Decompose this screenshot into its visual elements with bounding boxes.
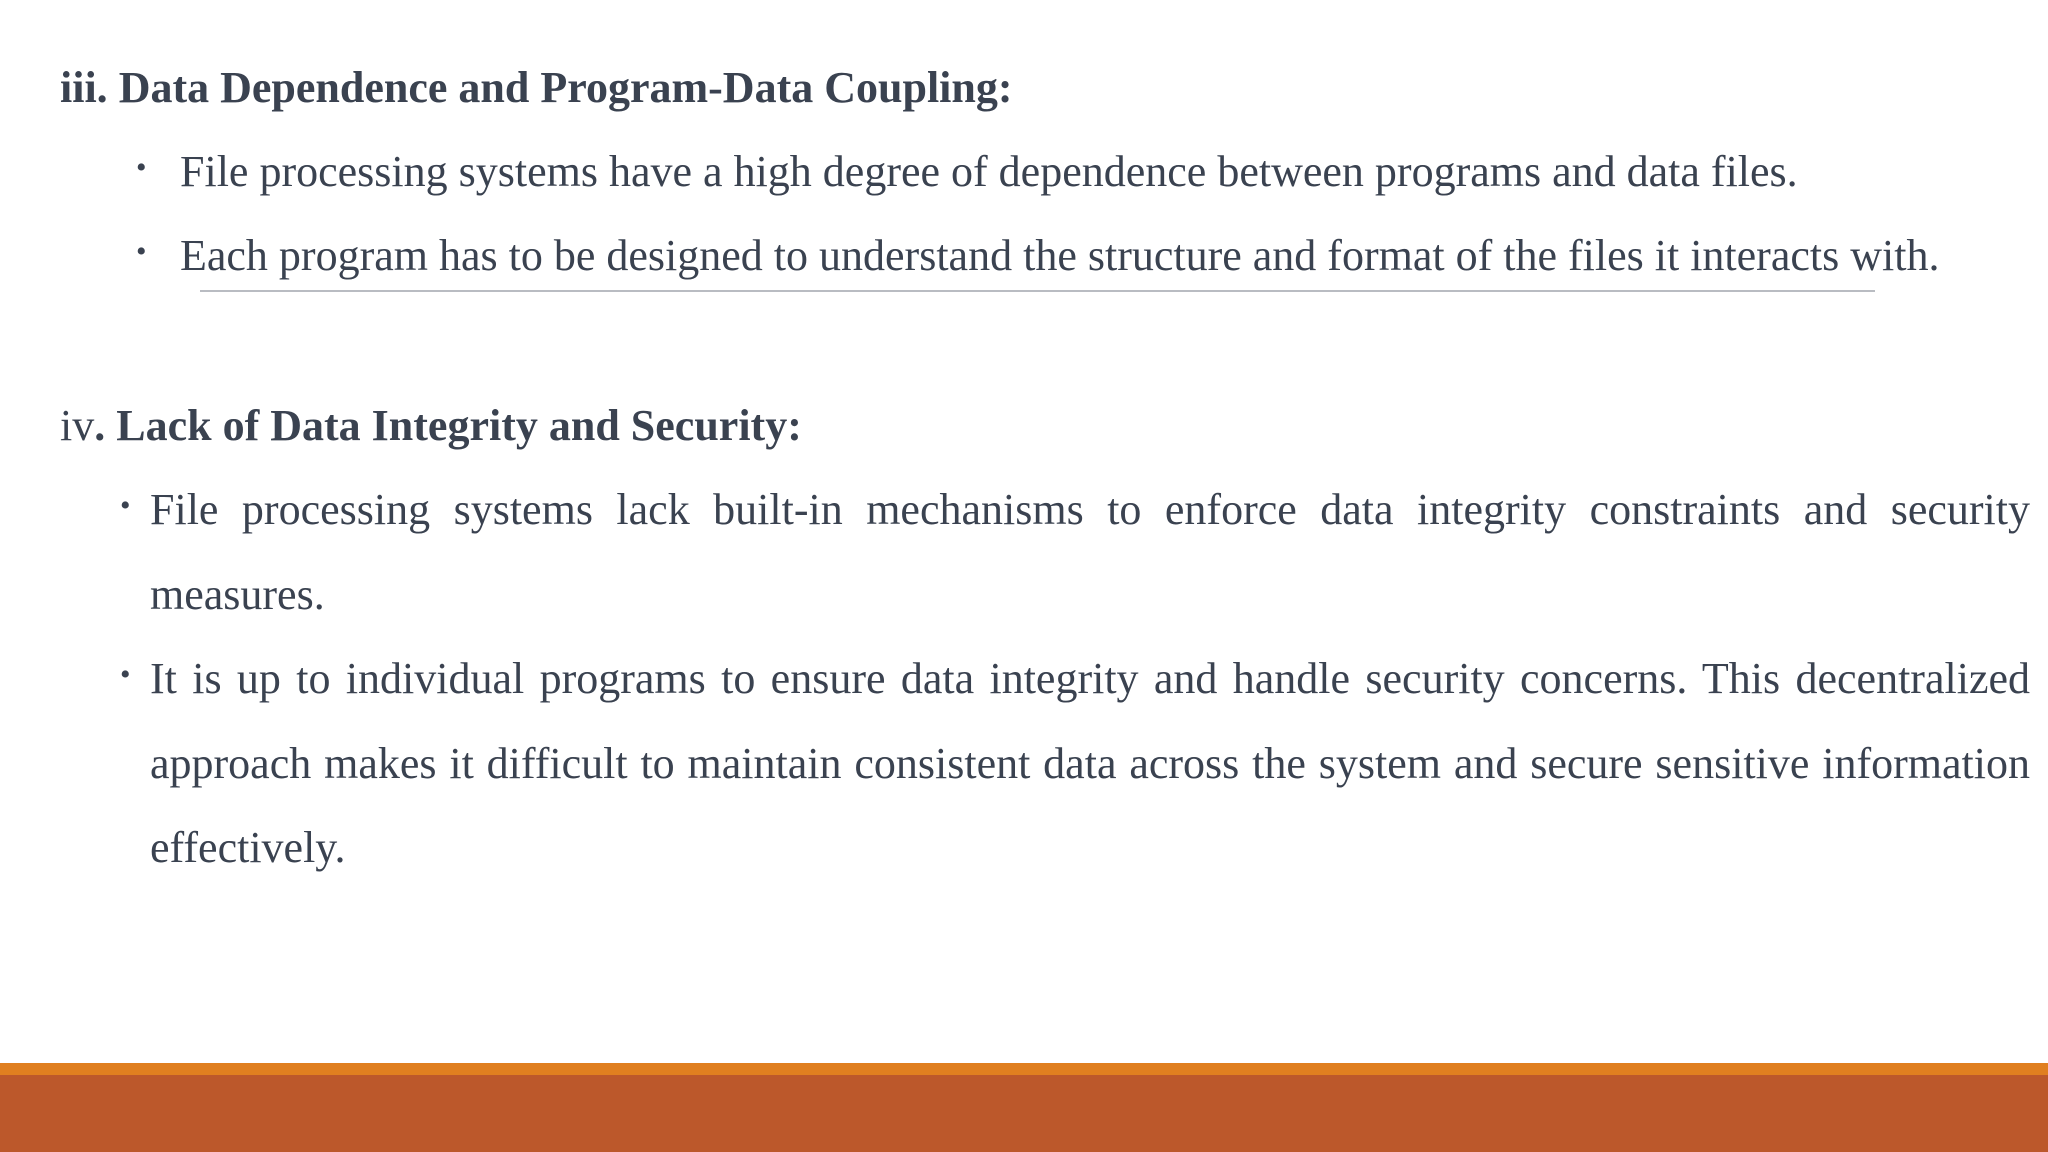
bullet-text: File processing systems lack built-in mechanisms to enforce data integrity constraints and security measures. [150,485,2030,619]
bullet-icon: • [120,489,131,522]
list-item [120,637,2030,891]
footer-band [0,1075,2048,1152]
bullet-text: File processing systems have a high degree of dependence between programs and data files. [180,147,1798,196]
bullet-icon: • [120,658,131,691]
list-item [136,130,2030,215]
bullet-icon: • [136,235,147,268]
list-item [120,468,2030,637]
section-number-iii: iii. [60,63,108,112]
section-heading-iii [60,62,1013,114]
divider-line [200,290,1875,292]
bullet-text: It is up to individual programs to ensure data integrity and handle security concerns. This decentralized approach makes it difficult to maintain consistent data across the system and secure sensitive information effectively. [150,654,2030,872]
section-title-iv: . Lack of Data Integrity and Security: [94,401,802,450]
list-item [136,214,2030,299]
section-number-iv: iv [60,401,95,450]
footer-accent-bar [0,1063,2048,1075]
section-heading-iv [60,400,802,452]
bullet-icon: • [136,151,147,184]
section-title-iii: Data Dependence and Program-Data Coupling: [118,63,1013,112]
bullet-text: Each program has to be designed to understand the structure and format of the files it interacts with. [180,231,1940,280]
